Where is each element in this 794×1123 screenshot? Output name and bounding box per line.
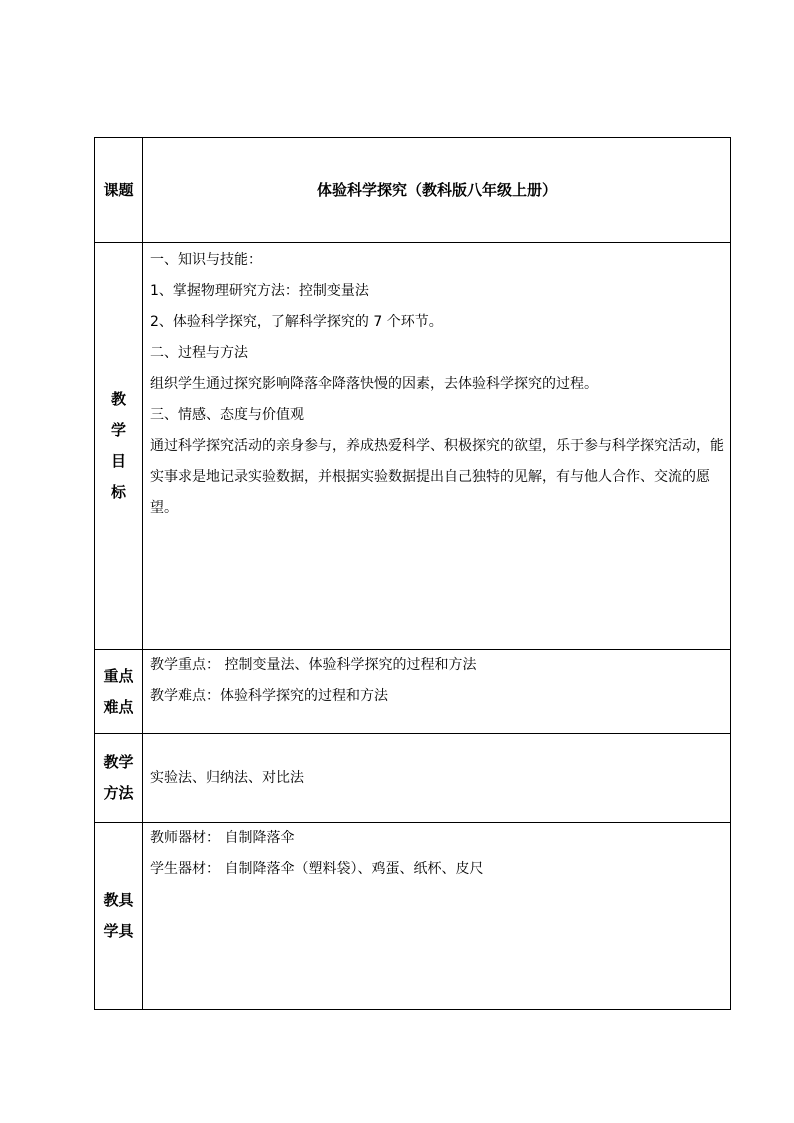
row-tools	[95, 823, 730, 1009]
key-points-label	[95, 650, 143, 733]
tools-label-line: 教具	[103, 891, 134, 909]
topic-label	[95, 138, 143, 242]
row-topic	[95, 138, 730, 243]
objectives-label-char: 标	[110, 483, 126, 501]
row-key-points	[95, 650, 730, 734]
methods-label	[95, 734, 143, 822]
objective-heading: 三、情感、态度与价值观	[150, 407, 304, 423]
objective-heading: 一、知识与技能：	[150, 252, 262, 268]
objective-item: 2、体验科学探究，了解科学探究的 7 个环节。	[150, 314, 443, 330]
key-points-label-line: 难点	[103, 697, 134, 716]
objective-heading: 二、过程与方法	[150, 345, 248, 361]
objectives-label	[95, 243, 143, 649]
key-point-line: 教学重点： 控制变量法、体验科学探究的过程和方法	[150, 657, 477, 673]
objectives-label-char: 目	[110, 452, 126, 470]
topic-content	[143, 138, 730, 242]
objectives-content	[143, 243, 730, 649]
teacher-materials-line: 教师器材： 自制降落伞	[150, 830, 295, 846]
methods-content	[143, 734, 730, 822]
row-objectives	[95, 243, 730, 650]
objective-paragraph: 通过科学探究活动的亲身参与，养成热爱科学、积极探究的欲望，乐于参与科学探究活动，能实事求是地记录实验数据，并根据实验数据提出自己独特的见解，有与他人合作、交流的愿望。	[150, 438, 724, 516]
objectives-label-char: 学	[110, 421, 126, 439]
topic-label-text: 课题	[103, 181, 134, 199]
key-points-content	[143, 650, 730, 733]
methods-text: 实验法、归纳法、对比法	[150, 769, 304, 786]
lesson-title: 体验科学探究（教科版八年级上册）	[316, 180, 557, 199]
methods-label-line: 方法	[103, 784, 134, 802]
student-materials-line: 学生器材： 自制降落伞（塑料袋）、鸡蛋、纸杯、皮尺	[150, 861, 484, 877]
row-methods	[95, 734, 730, 823]
tools-content	[143, 823, 730, 1009]
lesson-plan-table	[94, 137, 731, 1010]
methods-label-line: 教学	[103, 753, 134, 771]
objective-item: 1、掌握物理研究方法：控制变量法	[150, 283, 369, 299]
tools-label	[95, 823, 143, 1009]
difficult-point-line: 教学难点：体验科学探究的过程和方法	[150, 688, 388, 704]
key-points-label-line: 重点	[103, 666, 134, 685]
objective-item: 组织学生通过探究影响降落伞降落快慢的因素，去体验科学探究的过程。	[150, 376, 598, 392]
objectives-label-char: 教	[110, 390, 126, 408]
tools-label-line: 学具	[103, 922, 134, 940]
